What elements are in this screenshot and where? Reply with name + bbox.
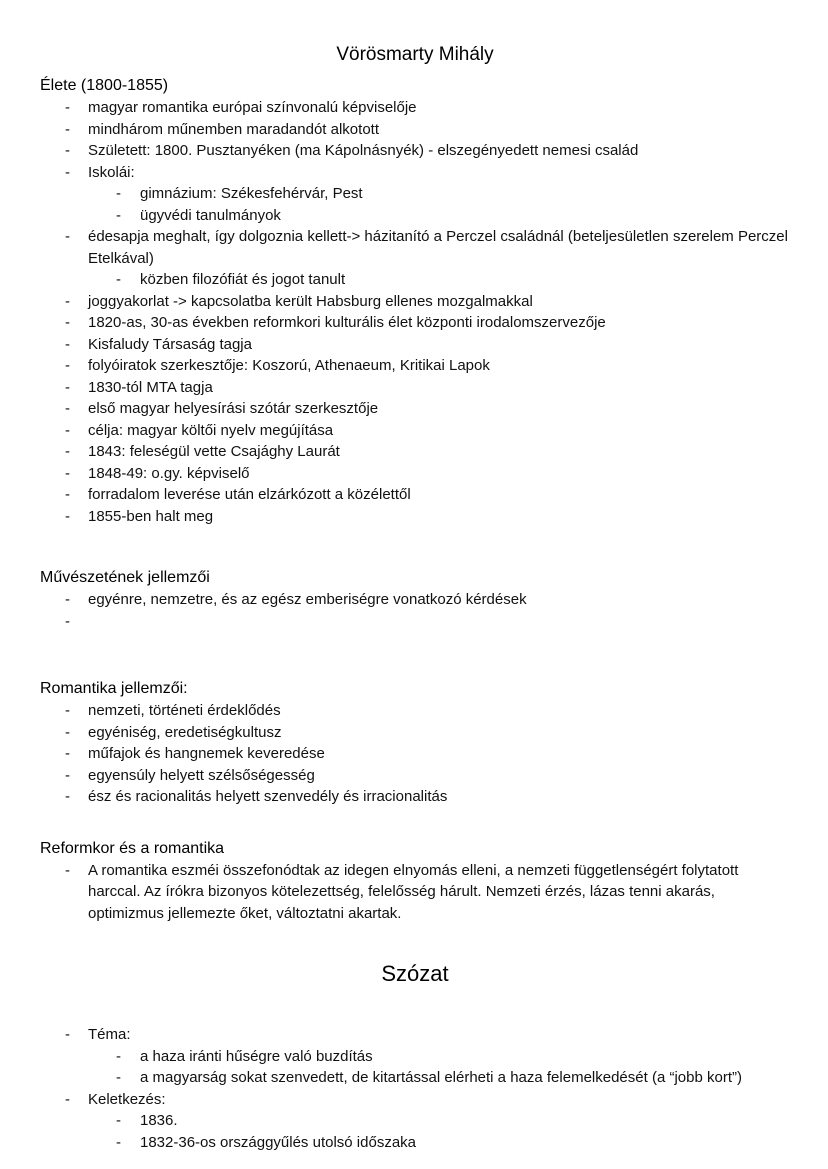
section-reformkor [40, 838, 790, 925]
list-item [40, 589, 790, 611]
list-item-text: 1855-ben halt meg [88, 507, 214, 525]
bullet-dash: - [65, 314, 70, 331]
list-item-text: 1820-as, 30-as években reformkori kulturális élet központi irodalomszervezője [88, 314, 606, 331]
list-item [40, 1132, 790, 1154]
list-item [40, 1110, 790, 1132]
bullet-dash: - [116, 271, 121, 288]
list-item [40, 420, 790, 442]
list-item-text: ügyvédi tanulmányok [140, 206, 281, 224]
list-item [40, 334, 790, 356]
section-muveszet [40, 567, 790, 632]
list-item-text: 1848-49: o.gy. képviselő [88, 464, 250, 482]
list-item [40, 97, 790, 119]
list-item-text: Kisfaludy Társaság tagja [88, 335, 252, 353]
bullet-dash: - [116, 185, 121, 202]
list-item [40, 441, 790, 463]
list-item [40, 205, 790, 227]
bullet-dash: - [65, 766, 70, 784]
bullet-dash: - [116, 1133, 121, 1151]
list-item-text: a magyarság sokat szenvedett, de kitartással elérheti a haza felemelkedését (a “jobb kort”) [140, 1069, 742, 1086]
bullet-dash: - [65, 1026, 70, 1043]
bullet-dash: - [65, 99, 70, 116]
list-item [40, 484, 790, 506]
list-item [40, 700, 790, 722]
bullet-dash: - [65, 163, 70, 181]
list-item-text: folyóiratok szerkesztője: Koszorú, Athenaeum, Kritikai Lapok [88, 357, 490, 374]
section-szozat [40, 960, 790, 1153]
section-heading-szozat: Szózat [381, 961, 449, 986]
bullet-dash: - [65, 591, 70, 608]
bullet-dash: - [65, 1090, 70, 1108]
bullet-dash: - [65, 120, 70, 138]
list-item [40, 743, 790, 765]
list-item [40, 140, 790, 162]
bullet-dash: - [65, 421, 70, 439]
section-heading-romantika: Romantika jellemzői: [40, 680, 188, 697]
section-romantika [40, 678, 790, 808]
list-item-text: egyensúly helyett szélsőségesség [88, 766, 315, 784]
list-item-text: A romantika eszméi összefonódtak az idegen elnyomás elleni, a nemzeti függetlenségért folytatott harccal. Az írókra bizonyos kötelezettség, felelősség hárult. Nemzeti érzés, lázas tenni akarás, optimizmus jellemezte őket, változtatni akartak. [88, 861, 739, 922]
list-item [40, 1046, 790, 1068]
list-item [40, 463, 790, 485]
list-item-text: joggyakorlat -> kapcsolatba került Habsburg ellenes mozgalmakkal [88, 292, 533, 310]
bullet-dash: - [65, 443, 70, 460]
list-item-text: 1830-tól MTA tagja [88, 378, 213, 396]
bullet-dash: - [116, 1047, 121, 1065]
bullet-dash: - [65, 723, 70, 741]
bullet-dash: - [65, 292, 70, 310]
bullet-dash: - [65, 788, 70, 805]
list-item [40, 1089, 790, 1111]
list-item [40, 162, 790, 184]
list-item-text: nemzeti, történeti érdeklődés [88, 702, 281, 719]
list-item [40, 291, 790, 313]
list-item-text: közben filozófiát és jogot tanult [140, 271, 346, 288]
list-item-text: 1836. [140, 1112, 178, 1129]
bullet-dash: - [65, 357, 70, 374]
list-item-text: 1832-36-os országgyűlés utolsó időszaka [140, 1133, 416, 1151]
bullet-dash: - [65, 486, 70, 503]
list-item [40, 860, 790, 925]
list-item [40, 119, 790, 141]
list-item [40, 183, 790, 205]
list-item-text [88, 611, 790, 633]
bullet-dash: - [65, 464, 70, 482]
bullet-dash: - [65, 745, 70, 762]
bullet-dash: - [116, 206, 121, 224]
list-item [40, 765, 790, 787]
bullet-dash: - [65, 507, 70, 525]
list-item-text: mindhárom műnemben maradandót alkotott [88, 120, 379, 138]
list-item-text: 1843: feleségül vette Csajághy Laurát [88, 443, 340, 460]
list-item [40, 611, 790, 633]
list-item [40, 398, 790, 420]
list-item [40, 377, 790, 399]
list-item-text: Iskolái: [88, 163, 135, 181]
bullet-dash: - [65, 400, 70, 417]
section-heading-reformkor: Reformkor és a romantika [40, 839, 225, 857]
list-item-text: Született: 1800. Pusztanyéken (ma Kápolnásnyék) - elszegényedett nemesi család [88, 142, 639, 159]
bullet-dash: - [116, 1112, 121, 1129]
list-item [40, 1024, 790, 1046]
bullet-dash: - [65, 335, 70, 353]
list-item-text: célja: magyar költői nyelv megújítása [88, 421, 334, 439]
section-elete [40, 75, 790, 527]
bullet-dash: - [65, 228, 70, 245]
list-item-text: első magyar helyesírási szótár szerkesztője [88, 400, 379, 417]
list-item-text: egyénre, nemzetre, és az egész emberiségre vonatkozó kérdések [88, 591, 527, 608]
bullet-dash: - [116, 1069, 121, 1086]
list-item [40, 226, 790, 269]
document-title: Vörösmarty Mihály [336, 44, 494, 65]
list-item [40, 506, 790, 528]
list-item-text: Téma: [88, 1026, 131, 1043]
list-item-text: forradalom leverése után elzárkózott a közélettől [88, 486, 411, 503]
list-item [40, 786, 790, 808]
list-item [40, 355, 790, 377]
list-item [40, 1067, 790, 1089]
list-item-text: műfajok és hangnemek keveredése [88, 745, 325, 762]
list-item-text: Keletkezés: [88, 1090, 166, 1108]
bullet-dash: - [65, 142, 70, 159]
list-item-text: gimnázium: Székesfehérvár, Pest [140, 185, 363, 202]
list-item [40, 722, 790, 744]
bullet-dash: - [65, 378, 70, 396]
list-item [40, 312, 790, 334]
list-item [40, 269, 790, 291]
list-item-text: édesapja meghalt, így dolgoznia kellett-> házitanító a Perczel családnál (beteljesületlen szerelem Perczel Etelkával) [88, 228, 788, 267]
section-heading-elete: Élete (1800-1855) [40, 77, 169, 94]
list-item-text: egyéniség, eredetiségkultusz [88, 723, 282, 741]
bullet-dash: - [65, 702, 70, 719]
list-item-text: a haza iránti hűségre való buzdítás [140, 1047, 373, 1065]
bullet-dash: - [65, 612, 70, 630]
list-item-text: magyar romantika európai színvonalú képviselője [88, 99, 417, 116]
bullet-dash: - [65, 861, 70, 879]
section-heading-muveszet: Művészetének jellemzői [40, 569, 210, 586]
list-item-text: ész és racionalitás helyett szenvedély és irracionalitás [88, 788, 448, 805]
